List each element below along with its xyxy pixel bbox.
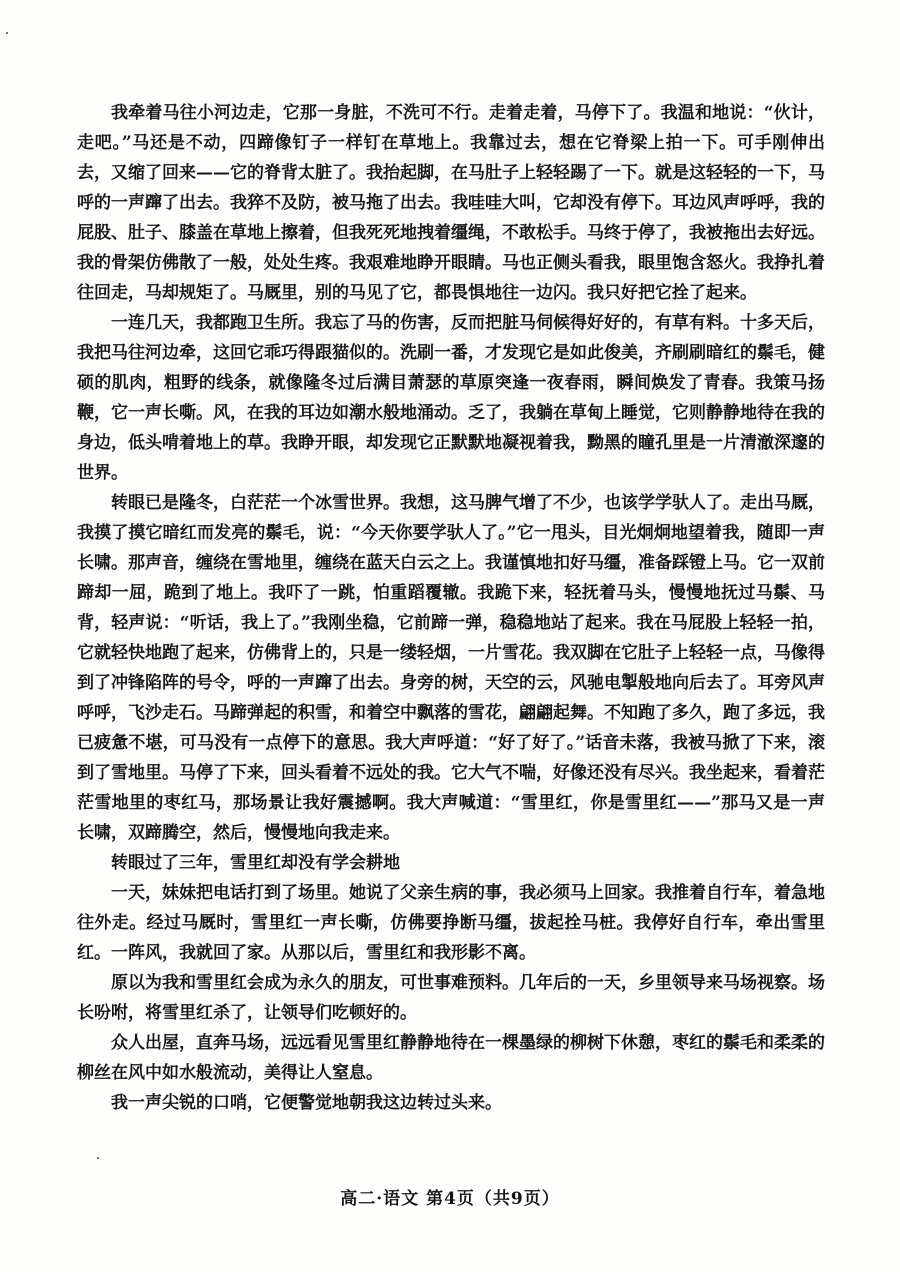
paragraph-7: 众人出屋，直奔马场，远远看见雪里红静静地待在一棵墨绿的柳树下休憩，枣红的鬃毛和柔柔的柳丝在风中如水般流动，美得让人窒息。: [77, 1033, 825, 1083]
paragraph-8: 我一声尖锐的口哨，它便警觉地朝我这边转过头来。: [111, 1093, 502, 1113]
paragraph-6: 原以为我和雪里红会成为永久的朋友，可世事难预料。几年后的一天，乡里领导来马场视察。场长吩咐，将雪里红杀了，让领导们吃顿好的。: [77, 973, 825, 1023]
reading-passage: [77, 98, 825, 1118]
paragraph-4: 转眼过了三年，雪里红却没有学会耕地: [111, 853, 400, 873]
scan-speck: [97, 1157, 99, 1159]
paragraph-2: 一连几天，我都跑卫生所。我忘了马的伤害，反而把脏马伺候得好好的，有草有料。十多天后，我把马往河边牵，这回它乖巧得跟猫似的。洗刷一番，才发现它是如此俊美，齐刷刷暗红的鬃毛，健硕的肌肉，粗野的线条，就像隆冬过后满目萧瑟的草原突逢一夜春雨，瞬间焕发了青春。我策马扬鞭，它一声长嘶。风，在我的耳边如潮水般地涌动。乏了，我躺在草甸上睡觉，它则静静地待在我的身边，低头啃着地上的草。我睁开眼，却发现它正默默地凝视着我，黝黑的瞳孔里是一片清澈深邃的世界。: [77, 313, 825, 483]
paragraph-3: 转眼已是隆冬，白茫茫一个冰雪世界。我想，这马脾气增了不少，也该学学驮人了。走出马厩，我摸了摸它暗红而发亮的鬃毛，说：“今天你要学驮人了。”它一甩头，目光炯炯地望着我，随即一声长啸。那声音，缠绕在雪地里，缠绕在蓝天白云之上。我谨慎地扣好马缰，准备踩镫上马。它一双前蹄却一屈，跪到了地上。我吓了一跳，怕重蹈覆辙。我跪下来，轻抚着马头，慢慢地抚过马鬃、马背，轻声说：“听话，我上了。”我刚坐稳，它前蹄一弹，稳稳地站了起来。我在马屁股上轻轻一拍，它就轻快地跑了起来，仿佛背上的，只是一缕轻烟，一片雪花。我双脚在它肚子上轻轻一点，马像得到了冲锋陷阵的号令，呼的一声蹿了出去。身旁的树，天空的云，风驰电掣般地向后去了。耳旁风声呼呼，飞沙走石。马蹄弹起的积雪，和着空中飘落的雪花，翩翩起舞。不知跑了多久，跑了多远，我已疲惫不堪，可马没有一点停下的意思。我大声呼道：“好了好了。”话音未落，我被马掀了下来，滚到了雪地里。马停了下来，回头看着不远处的我。它大气不喘，好像还没有尽兴。我坐起来，看着茫茫雪地里的枣红马，那场景让我好震撼啊。我大声喊道：“雪里红，你是雪里红——”那马又是一声长啸，双蹄腾空，然后，慢慢地向我走来。: [77, 493, 825, 843]
paragraph-5: 一天，妹妹把电话打到了场里。她说了父亲生病的事，我必须马上回家。我推着自行车，着急地往外走。经过马厩时，雪里红一声长嘶，仿佛要挣断马缰，拔起拴马桩。我停好自行车，牵出雪里红。一阵风，我就回了家。从那以后，雪里红和我形影不离。: [77, 883, 825, 963]
paragraph-1: 我牵着马往小河边走，它那一身脏，不洗可不行。走着走着，马停下了。我温和地说：“伙计，走吧。”马还是不动，四蹄像钉子一样钉在草地上。我靠过去，想在它脊梁上拍一下。可手刚伸出去，又缩了回来——它的脊背太脏了。我抬起脚，在马肚子上轻轻踢了一下。就是这轻轻的一下，马呼的一声蹿了出去。我猝不及防，被马拖了出去。我哇哇大叫，它却没有停下。耳边风声呼呼，我的屁股、肚子、膝盖在草地上擦着，但我死死地拽着缰绳，不敢松手。马终于停了，我被拖出去好远。我的骨架仿佛散了一般，处处生疼。我艰难地睁开眼睛。马也正侧头看我，眼里饱含怒火。我挣扎着往回走，马却规矩了。马厩里，别的马见了它，都畏惧地往一边闪。我只好把它拴了起来。: [77, 103, 825, 303]
scan-speck: [6, 32, 8, 34]
page-footer: 高二·语文 第4页（共9页）: [340, 1189, 560, 1209]
